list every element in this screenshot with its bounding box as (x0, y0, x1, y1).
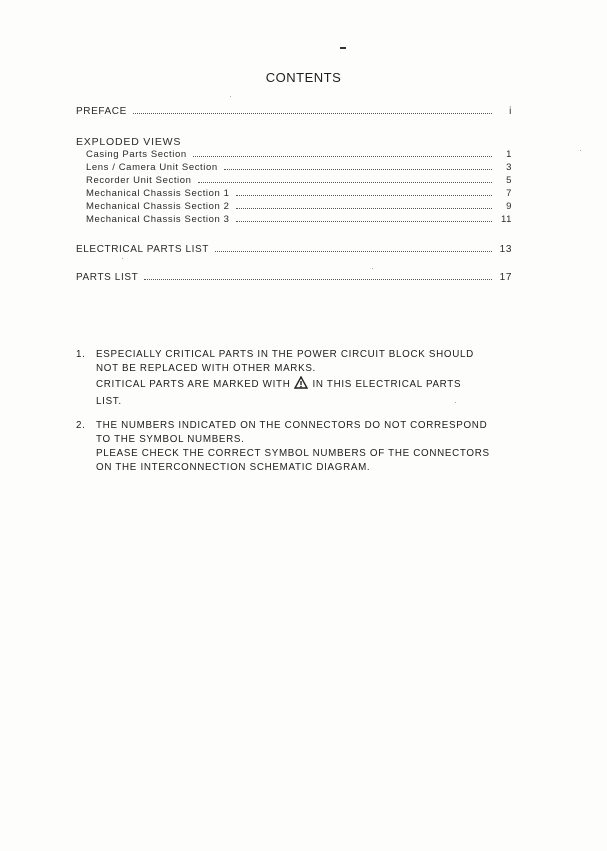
dot-leader (215, 251, 492, 252)
toc-page-number: 11 (500, 214, 512, 225)
toc-page-number: 13 (499, 244, 512, 255)
warning-triangle-icon (294, 376, 308, 394)
note-line: PLEASE CHECK THE CORRECT SYMBOL NUMBERS OF THE CONNECTORS (96, 448, 490, 460)
note-number: 1. (76, 349, 86, 360)
note-item (76, 419, 524, 476)
note-line: ESPECIALLY CRITICAL PARTS IN THE POWER CIRCUIT BLOCK SHOULD (96, 349, 474, 360)
dot-leader (144, 279, 492, 280)
scan-speck (122, 258, 123, 259)
toc-page-number: i (509, 106, 512, 117)
toc-label: Lens / Camera Unit Section (86, 162, 218, 173)
toc-label: Mechanical Chassis Section 2 (86, 201, 230, 212)
dot-leader (236, 195, 492, 196)
toc-page-number: 1 (506, 149, 512, 160)
scan-speck (455, 402, 456, 403)
toc-page-number: 5 (506, 175, 512, 186)
note-line-with-icon (96, 376, 474, 394)
toc-entry-parts-list[interactable] (76, 272, 512, 283)
note-line: NOT BE REPLACED WITH OTHER MARKS. (96, 363, 316, 375)
note-body (96, 348, 474, 409)
scan-speck (230, 96, 231, 97)
note-line: LIST. (96, 395, 122, 407)
notes-section (76, 348, 524, 486)
toc-label: ELECTRICAL PARTS LIST (76, 244, 210, 255)
dot-leader (236, 208, 492, 209)
toc-entry-electrical-parts-list[interactable] (76, 244, 512, 255)
note-line: THE NUMBERS INDICATED ON THE CONNECTORS DO NOT CORRESPOND (96, 419, 488, 431)
scan-speck (580, 150, 581, 151)
toc-entry-mech-chassis-2[interactable] (86, 201, 512, 212)
toc-label: Casing Parts Section (86, 149, 187, 160)
toc-page-number: 7 (506, 188, 512, 199)
scan-mark (340, 47, 346, 49)
toc-label: Recorder Unit Section (86, 175, 192, 186)
dot-leader (198, 182, 492, 183)
page-title: CONTENTS (265, 70, 342, 85)
toc-entry-casing[interactable] (86, 149, 512, 160)
note-line: ON THE INTERCONNECTION SCHEMATIC DIAGRAM. (96, 462, 371, 474)
toc-entry-mech-chassis-3[interactable] (86, 214, 512, 225)
note-item (76, 348, 524, 409)
toc-page-number: 9 (506, 201, 512, 212)
dot-leader (133, 113, 492, 114)
toc-label: PARTS LIST (76, 272, 139, 283)
toc-page-number: 17 (499, 272, 512, 283)
toc-entry-lens-camera[interactable] (86, 162, 512, 173)
section-heading-exploded-views: EXPLODED VIEWS (76, 136, 182, 148)
dot-leader (236, 221, 492, 222)
note-line: TO THE SYMBOL NUMBERS. (96, 434, 245, 446)
note-body (96, 419, 490, 476)
toc-label: Mechanical Chassis Section 1 (86, 188, 230, 199)
toc-page-number: 3 (506, 162, 512, 173)
toc-label: Mechanical Chassis Section 3 (86, 214, 230, 225)
note-number: 2. (76, 419, 86, 431)
dot-leader (193, 156, 492, 157)
scan-speck (372, 268, 373, 269)
toc-label: PREFACE (76, 106, 127, 117)
toc-entry-mech-chassis-1[interactable] (86, 188, 512, 199)
note-text: CRITICAL PARTS ARE MARKED WITH (96, 379, 291, 391)
note-text: IN THIS ELECTRICAL PARTS (312, 379, 462, 391)
dot-leader (224, 169, 492, 170)
toc-entry-recorder[interactable] (86, 175, 512, 186)
toc-entry-preface[interactable] (76, 106, 512, 117)
